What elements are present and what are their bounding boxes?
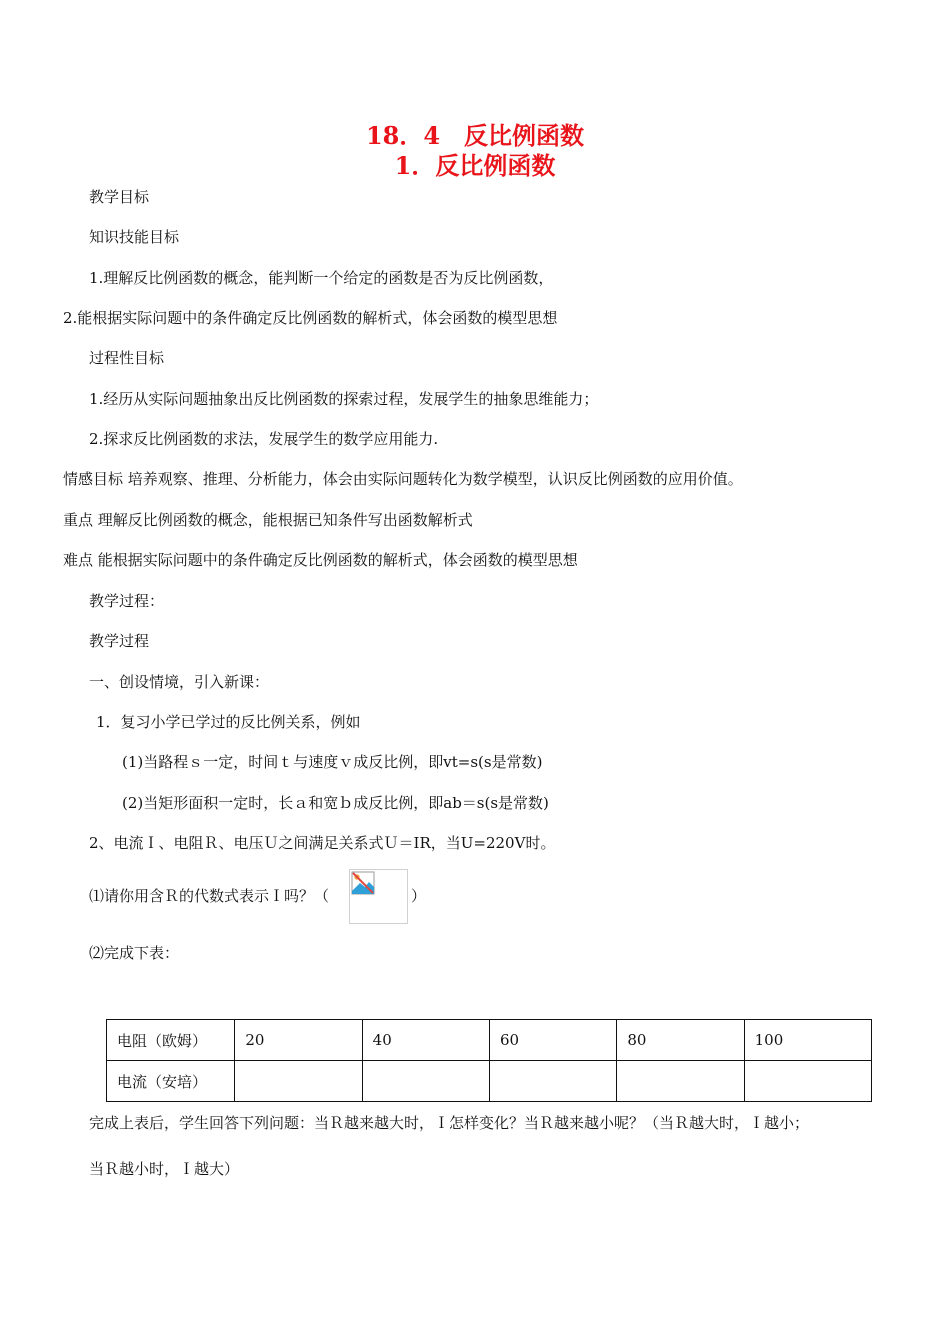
review-item-1: 1．复习小学已学过的反比例关系，例如 (96, 713, 361, 731)
current-value (744, 1061, 871, 1102)
resistance-current-table (106, 1019, 872, 1102)
knowledge-goal-1: 1.理解反比例函数的概念，能判断一个给定的函数是否为反比例函数， (89, 269, 554, 287)
resistance-value: 40 (362, 1020, 489, 1061)
section-one-heading: 一、创设情境，引入新课： (89, 673, 270, 691)
example-distance: (1)当路程ｓ一定，时间ｔ与速度ｖ成反比例，即vt=s(s是常数) (122, 753, 543, 771)
followup-question: 完成上表后，学生回答下列问题：当Ｒ越来越大时，Ｉ怎样变化？当Ｒ越来越小呢？（当Ｒ越大时，Ｉ越小； (89, 1114, 810, 1132)
current-value (362, 1061, 489, 1102)
row-label-current: 电流（安培） (107, 1061, 235, 1102)
row-label-resistance: 电阻（欧姆） (107, 1020, 235, 1061)
current-value (617, 1061, 744, 1102)
heading-knowledge-goals: 知识技能目标 (89, 228, 180, 246)
emotion-goal: 情感目标 培养观察、推理、分析能力，体会由实际问题转化为数学模型，认识反比例函数的应用价值。 (63, 470, 743, 488)
resistance-value: 20 (235, 1020, 362, 1061)
current-value (235, 1061, 362, 1102)
example-rectangle: (2)当矩形面积一定时，长ａ和宽ｂ成反比例，即ab＝s(s是常数) (122, 794, 549, 812)
resistance-value: 80 (617, 1020, 744, 1061)
heading-teaching-process-colon: 教学过程： (89, 592, 165, 610)
question-1-close-paren: ） (411, 887, 427, 905)
page-title: 18．4 反比例函数 (365, 121, 585, 150)
question-2: ⑵完成下表： (89, 944, 180, 962)
heading-process-goals: 过程性目标 (89, 349, 165, 367)
table-row-resistance (107, 1020, 872, 1061)
followup-answer: 当Ｒ越小时，Ｉ越大） (89, 1160, 240, 1178)
question-1: ⑴请你用含Ｒ的代数式表示Ｉ吗？（ (89, 887, 330, 905)
heading-teaching-goals: 教学目标 (89, 188, 150, 206)
heading-teaching-process: 教学过程 (89, 632, 150, 650)
resistance-value: 60 (489, 1020, 616, 1061)
table-row-current (107, 1061, 872, 1102)
knowledge-goal-2: 2.能根据实际问题中的条件确定反比例函数的解析式，体会函数的模型思想 (63, 309, 558, 327)
key-point: 重点 理解反比例函数的概念，能根据已知条件写出函数解析式 (63, 511, 473, 529)
broken-image-icon (351, 871, 375, 895)
review-item-2: 2、电流Ｉ、电阻Ｒ、电压Ｕ之间满足关系式Ｕ＝IR，当U=220V时。 (89, 834, 556, 852)
current-value (489, 1061, 616, 1102)
process-goal-1: 1.经历从实际问题抽象出反比例函数的探索过程，发展学生的抽象思维能力； (89, 390, 599, 408)
process-goal-2: 2.探求反比例函数的求法，发展学生的数学应用能力. (89, 430, 439, 448)
answer-image (349, 869, 408, 924)
difficult-point: 难点 能根据实际问题中的条件确定反比例函数的解析式，体会函数的模型思想 (63, 551, 578, 569)
page-subtitle: 1．反比例函数 (394, 151, 556, 180)
resistance-value: 100 (744, 1020, 871, 1061)
